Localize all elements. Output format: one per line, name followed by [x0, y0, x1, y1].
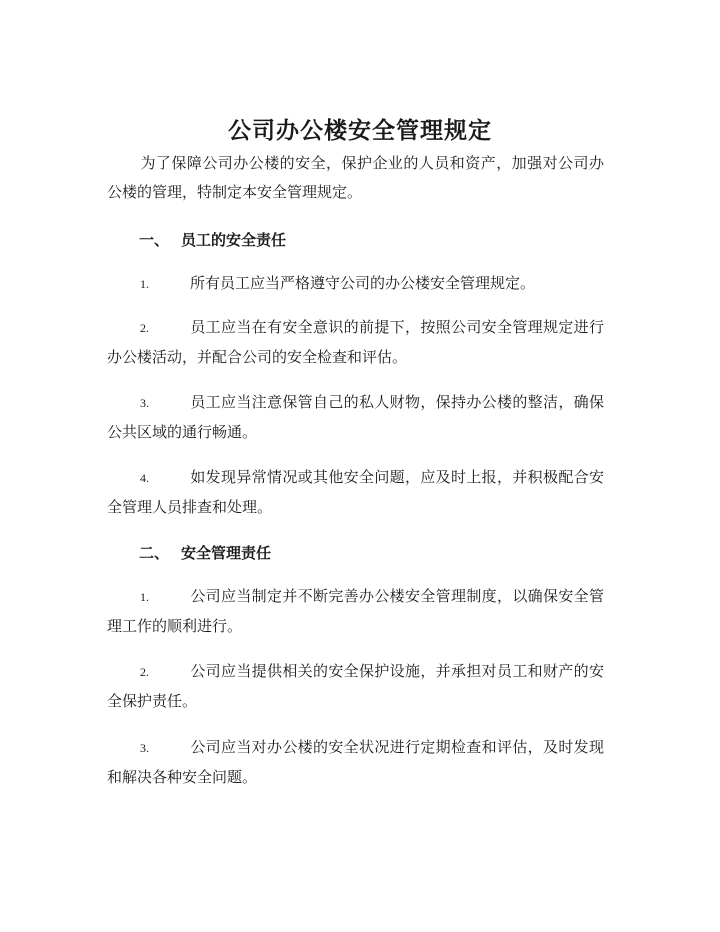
- list-item: [107, 582, 604, 641]
- section-number: 二、: [139, 544, 170, 562]
- list-item: [107, 657, 604, 716]
- item-number: 1.: [140, 277, 149, 291]
- list-item: [107, 388, 604, 447]
- item-text: 如发现异常情况或其他安全问题，应及时上报，并积极配合安全管理人员排查和处理。: [107, 468, 604, 516]
- list-item: [107, 733, 604, 792]
- document-title: 公司办公楼安全管理规定: [228, 117, 492, 144]
- item-text: 员工应当注意保管自己的私人财物，保持办公楼的整洁，确保公共区域的通行畅通。: [107, 393, 604, 441]
- section-title: 安全管理责任: [181, 544, 272, 562]
- item-text: 公司应当提供相关的安全保护设施，并承担对员工和财产的安全保护责任。: [107, 662, 604, 710]
- section-number: 一、: [139, 231, 170, 249]
- section-title: 员工的安全责任: [181, 231, 287, 249]
- item-number: 1.: [140, 590, 149, 604]
- item-text: 员工应当在有安全意识的前提下，按照公司安全管理规定进行办公楼活动，并配合公司的安全检查和评估。: [107, 318, 604, 366]
- item-text: 公司应当对办公楼的安全状况进行定期检查和评估，及时发现和解决各种安全问题。: [107, 738, 604, 786]
- item-number: 4.: [140, 471, 149, 485]
- list-item: [107, 269, 604, 299]
- section-heading-1: [139, 228, 286, 252]
- item-number: 3.: [140, 741, 149, 755]
- item-text: 公司应当制定并不断完善办公楼安全管理制度，以确保安全管理工作的顺利进行。: [107, 587, 604, 635]
- list-item: [107, 463, 604, 522]
- item-text: 所有员工应当严格遵守公司的办公楼安全管理规定。: [190, 274, 536, 292]
- intro-text: 为了保障公司办公楼的安全，保护企业的人员和资产，加强对公司办公楼的管理，特制定本安全管理规定。: [107, 154, 604, 201]
- item-number: 2.: [140, 665, 149, 679]
- intro-paragraph: [107, 149, 604, 207]
- section-heading-2: [139, 541, 271, 565]
- item-number: 2.: [140, 321, 149, 335]
- item-number: 3.: [140, 396, 149, 410]
- list-item: [107, 313, 604, 372]
